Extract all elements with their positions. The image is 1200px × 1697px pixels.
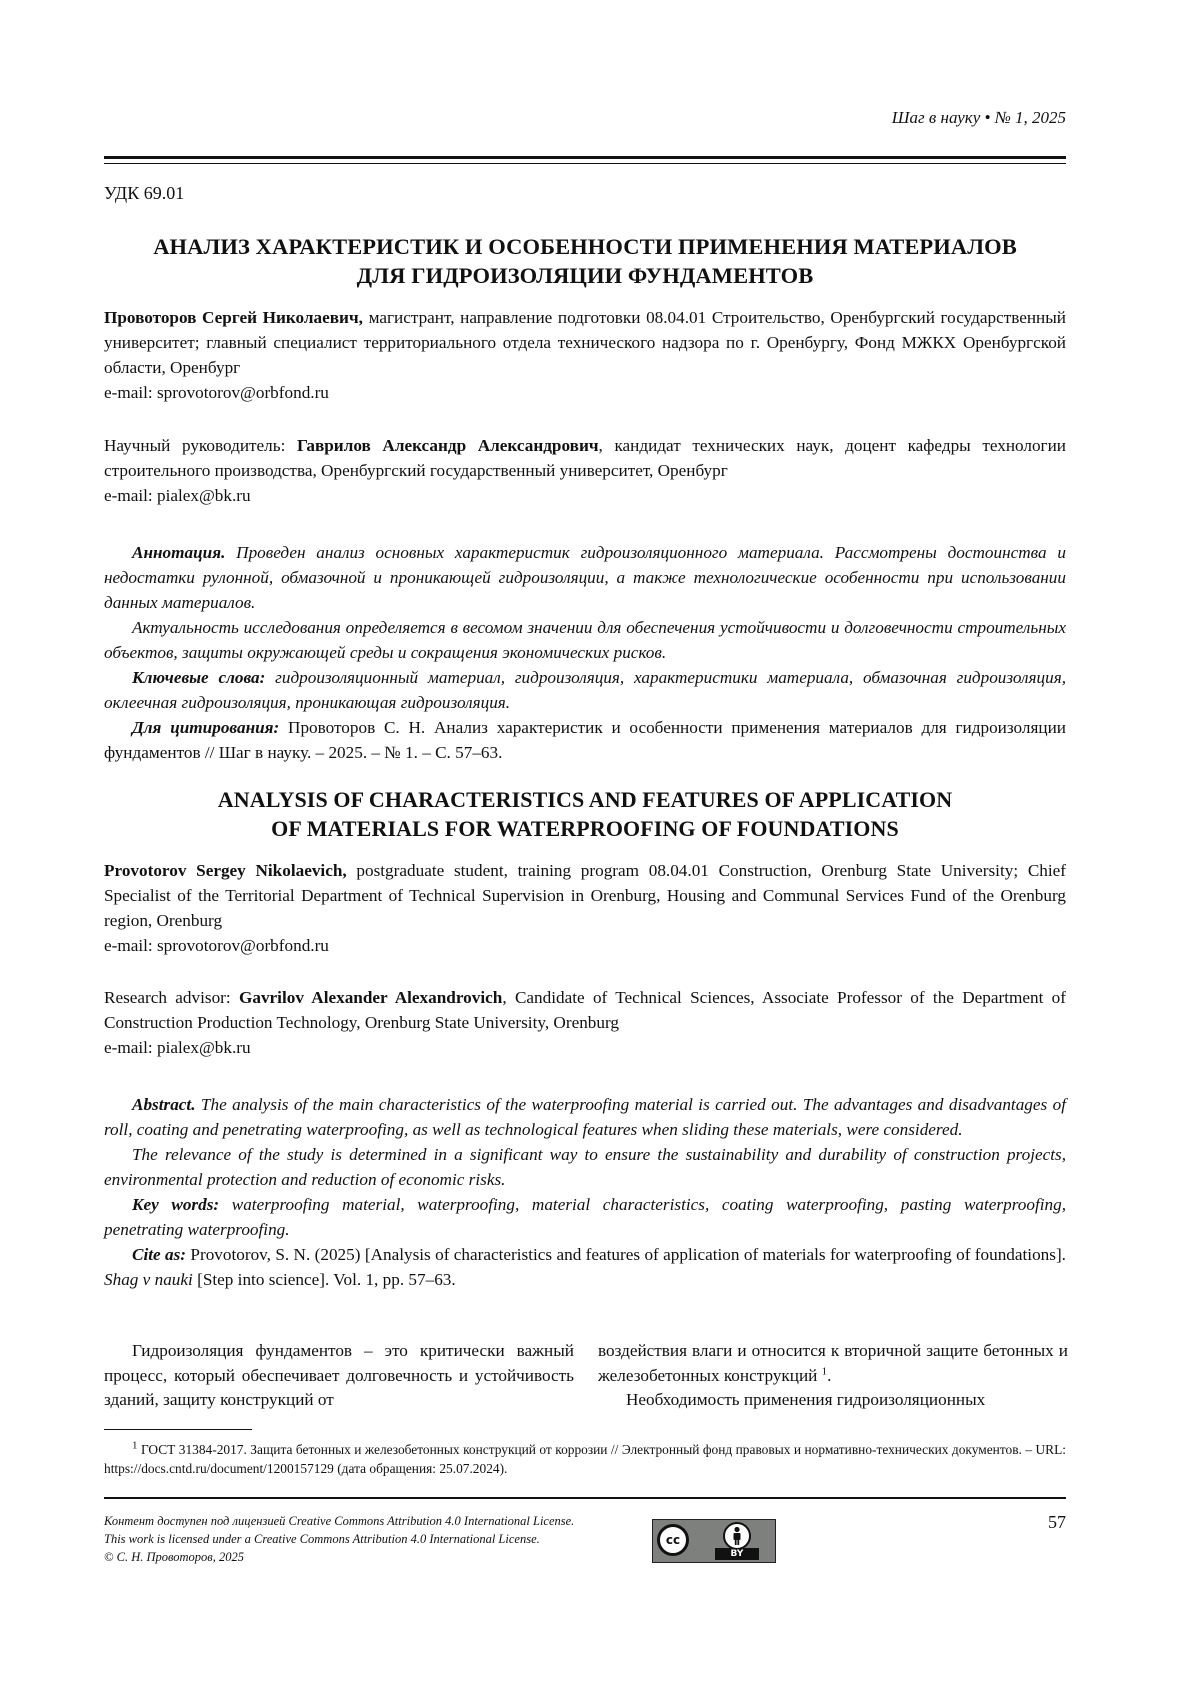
udk-code: УДК 69.01: [104, 183, 184, 204]
en-cite-text-1: Provotorov, S. N. (2025) [Analysis of characteristics and features of application of materials for waterproofing of foundations].: [186, 1245, 1066, 1264]
body-right-text-2: Необходимость применения гидроизоляционных: [598, 1388, 1068, 1413]
en-cite-journal: Shag v nauki: [104, 1270, 193, 1289]
en-author-name: Provotorov Sergey Nikolaevich,: [104, 861, 347, 880]
ru-author-block: [104, 305, 1066, 405]
ru-keywords-label: Ключевые слова:: [132, 668, 265, 687]
header-double-rule: [104, 156, 1066, 164]
body-right-text-1: воздействия влаги и относится к вторичной защите бетонных и железобетонных конструкций: [598, 1341, 1068, 1385]
footer-rule: [104, 1497, 1066, 1499]
attribution-person-icon: [723, 1522, 751, 1550]
en-keywords-label: Key words:: [132, 1195, 219, 1214]
en-advisor-email: e-mail: pialex@bk.ru: [104, 1035, 1066, 1060]
footnote: [104, 1440, 1066, 1478]
ru-author-name: Провоторов Сергей Николаевич,: [104, 308, 363, 327]
copyright: © С. Н. Провоторов, 2025: [104, 1548, 664, 1566]
footnote-rule: [104, 1429, 252, 1430]
en-advisor-desc: , Candidate of Technical Sciences, Associate Professor of the Department of Construction Production Technology, Orenburg State University, Orenburg: [104, 988, 1066, 1032]
ru-advisor-prefix: Научный руководитель:: [104, 436, 297, 455]
body-right-column: [598, 1339, 1068, 1413]
license-en: This work is licensed under a Creative Commons Attribution 4.0 International License.: [104, 1530, 664, 1548]
ru-keywords-text: гидроизоляционный материал, гидроизоляция, характеристики материала, обмазочная гидроизоляция, оклеечная гидроизоляция, проникающая гидроизоляция.: [104, 668, 1066, 712]
ru-title-line2: ДЛЯ ГИДРОИЗОЛЯЦИИ ФУНДАМЕНТОВ: [104, 261, 1066, 290]
en-abstract-text: The analysis of the main characteristics of the waterproofing material is carried out. The advantages and disadvantages of roll, coating and penetrating waterproofing, as well as technological features when sliding these materials, were considered.: [104, 1095, 1066, 1139]
ru-advisor-block: [104, 433, 1066, 508]
cc-icon: cc: [657, 1524, 689, 1556]
running-head: Шаг в науку • № 1, 2025: [892, 108, 1066, 128]
ru-abstract-label: Аннотация.: [132, 543, 225, 562]
ru-abstract-text: Проведен анализ основных характеристик гидроизоляционного материала. Рассмотрены достоинства и недостатки рулонной, обмазочной и проникающей гидроизоляции, а также технологические особенности при использовании данных материалов.: [104, 543, 1066, 612]
en-abstract-label: Abstract.: [132, 1095, 196, 1114]
en-keywords-text: waterproofing material, waterproofing, material characteristics, coating waterproofing, pasting waterproofing, penetrating waterproofing.: [104, 1195, 1066, 1239]
ru-cite-label: Для цитирования:: [132, 718, 279, 737]
en-abstract-block: [104, 1092, 1066, 1292]
footnote-text: ГОСТ 31384-2017. Защита бетонных и железобетонных конструкций от коррозии // Электронный фонд правовых и нормативно-технических документов. – URL: https://docs.cntd.ru/document/1200157129 (дата обращения: 25.07.2024).: [104, 1442, 1066, 1476]
license-ru: Контент доступен под лицензией Creative Commons Attribution 4.0 International License.: [104, 1512, 664, 1530]
en-advisor-name: Gavrilov Alexander Alexandrovich: [239, 988, 502, 1007]
ru-advisor-email: e-mail: pialex@bk.ru: [104, 483, 1066, 508]
en-cite-text-2: [Step into science]. Vol. 1, pp. 57–63.: [193, 1270, 456, 1289]
ru-abstract-block: [104, 540, 1066, 765]
cc-by-label: BY: [715, 1548, 759, 1560]
license-notice: [104, 1512, 664, 1566]
en-advisor-prefix: Research advisor:: [104, 988, 239, 1007]
ru-title: [104, 232, 1066, 290]
en-author-block: [104, 858, 1066, 958]
en-cite-label: Cite as:: [132, 1245, 186, 1264]
ru-relevance-text: Актуальность исследования определяется в весомом значении для обеспечения устойчивости и долговечности строительных объектов, защиты окружающей среды и сокращения экономических рисков.: [104, 615, 1066, 665]
en-title-line2: OF MATERIALS FOR WATERPROOFING OF FOUNDATIONS: [104, 814, 1066, 843]
ru-author-desc: магистрант, направление подготовки 08.04.01 Строительство, Оренбургский государственный университет; главный специалист территориального отдела технического надзора по г. Оренбургу, Фонд МЖКХ Оренбургской области, Оренбург: [104, 308, 1066, 377]
page-number: 57: [1048, 1512, 1066, 1533]
body-right-text-1-end: .: [827, 1366, 831, 1385]
en-author-email: e-mail: sprovotorov@orbfond.ru: [104, 933, 1066, 958]
en-relevance-text: The relevance of the study is determined in a significant way to ensure the sustainability and durability of construction projects, environmental protection and reduction of economic risks.: [104, 1142, 1066, 1192]
body-left-column: [104, 1339, 574, 1413]
ru-author-email: e-mail: sprovotorov@orbfond.ru: [104, 380, 1066, 405]
footnote-ref[interactable]: 1: [822, 1365, 828, 1377]
en-author-desc: postgraduate student, training program 08.04.01 Construction, Orenburg State University; Chief Specialist of the Territorial Department of Technical Supervision in Orenburg, Housing and Communal Services Fund of the Orenburg region, Orenburg: [104, 861, 1066, 930]
person-glyph-icon: [729, 1526, 745, 1546]
en-title: [104, 785, 1066, 843]
body-left-text: Гидроизоляция фундаментов – это критически важный процесс, который обеспечивает долговечность и устойчивость зданий, защиту конструкций от: [104, 1339, 574, 1413]
ru-cite-text: Провоторов С. Н. Анализ характеристик и особенности применения материалов для гидроизоляции фундаментов // Шаг в науку. – 2025. – № 1. – С. 57–63.: [104, 718, 1066, 762]
ru-advisor-desc: , кандидат технических наук, доцент кафедры технологии строительного производства, Оренбургский государственный университет, Оренбург: [104, 436, 1066, 480]
en-title-line1: ANALYSIS OF CHARACTERISTICS AND FEATURES OF APPLICATION: [104, 785, 1066, 814]
footnote-marker: 1: [132, 1440, 138, 1452]
en-advisor-block: [104, 985, 1066, 1060]
ru-advisor-name: Гаврилов Александр Александрович: [297, 436, 599, 455]
cc-by-badge[interactable]: [652, 1519, 776, 1563]
ru-title-line1: АНАЛИЗ ХАРАКТЕРИСТИК И ОСОБЕННОСТИ ПРИМЕНЕНИЯ МАТЕРИАЛОВ: [104, 232, 1066, 261]
